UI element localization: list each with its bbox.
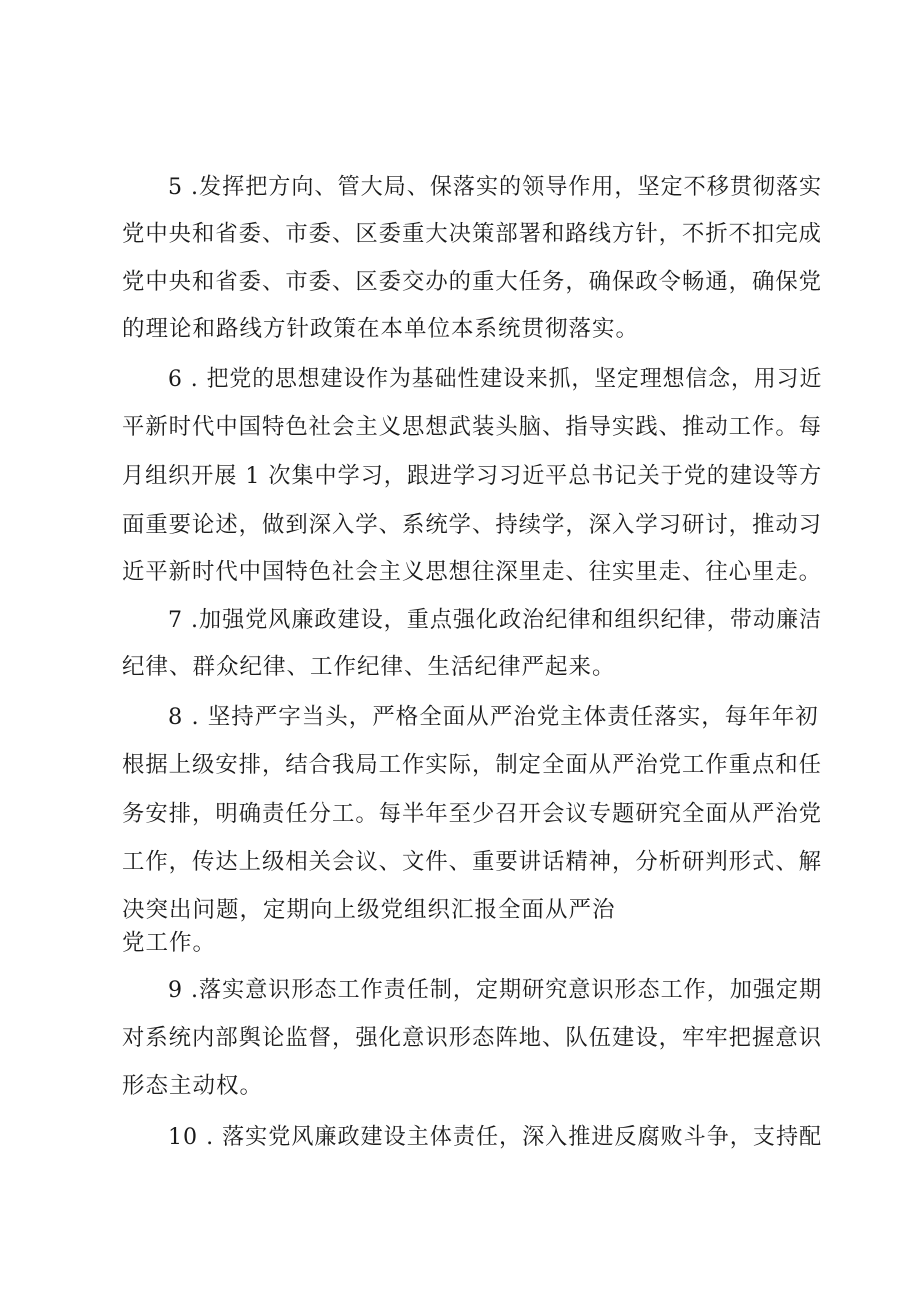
paragraph-6-line-1: 6 . 把党的思想建设作为基础性建设来抓，坚定理想信念，用习近 xyxy=(168,366,823,392)
paragraph-8-line-1: 8 . 坚持严字当头，严格全面从严治党主体责任落实，每年年初 xyxy=(168,704,819,730)
paragraph-6-line-5: 近平新时代中国特色社会主义思想往深里走、往实里走、往心里走。 xyxy=(122,559,823,585)
paragraph-6-line-2: 平新时代中国特色社会主义思想武装头脑、指导实践、推动工作。每 xyxy=(122,414,823,440)
paragraph-5-line-1: 5 .发挥把方向、管大局、保落实的领导作用，坚定不移贯彻落实 xyxy=(168,174,823,200)
paragraph-9-line-1: 9 .落实意识形态工作责任制，定期研究意识形态工作，加强定期 xyxy=(168,977,823,1003)
paragraph-5-line-4: 的理论和路线方针政策在本单位本系统贯彻落实。 xyxy=(122,316,640,342)
paragraph-8-line-4: 工作，传达上级相关会议、文件、重要讲话精神，分析研判形式、解 xyxy=(122,849,823,875)
paragraph-5-line-3: 党中央和省委、市委、区委交办的重大任务，确保政令畅通，确保党 xyxy=(122,269,823,295)
paragraph-7-line-1: 7 .加强党风廉政建设，重点强化政治纪律和组织纪律，带动廉洁 xyxy=(168,607,823,633)
paragraph-8-line-2: 根据上级安排，结合我局工作实际，制定全面从严治党工作重点和任 xyxy=(122,752,823,778)
paragraph-10-line-1: 10 . 落实党风廉政建设主体责任，深入推进反腐败斗争，支持配 xyxy=(168,1124,823,1150)
paragraph-6-line-4: 面重要论述，做到深入学、系统学、持续学，深入学习研讨，推动习 xyxy=(122,512,823,538)
paragraph-9-line-2: 对系统内部舆论监督，强化意识形态阵地、队伍建设，牢牢把握意识 xyxy=(122,1025,823,1051)
paragraph-5-line-2: 党中央和省委、市委、区委重大决策部署和路线方针，不折不扣完成 xyxy=(122,221,823,247)
paragraph-6-line-3: 月组织开展 1 次集中学习，跟进学习习近平总书记关于党的建设等方 xyxy=(122,463,823,489)
paragraph-9-line-3: 形态主动权。 xyxy=(122,1073,264,1099)
paragraph-8-line-6: 党工作。 xyxy=(122,930,217,956)
paragraph-8-line-3: 务安排，明确责任分工。每半年至少召开会议专题研究全面从严治党 xyxy=(122,801,823,827)
paragraph-8-line-5: 决突出问题，定期向上级党组织汇报全面从严治 xyxy=(122,897,616,923)
paragraph-7-line-2: 纪律、群众纪律、工作纪律、生活纪律严起来。 xyxy=(122,654,616,680)
